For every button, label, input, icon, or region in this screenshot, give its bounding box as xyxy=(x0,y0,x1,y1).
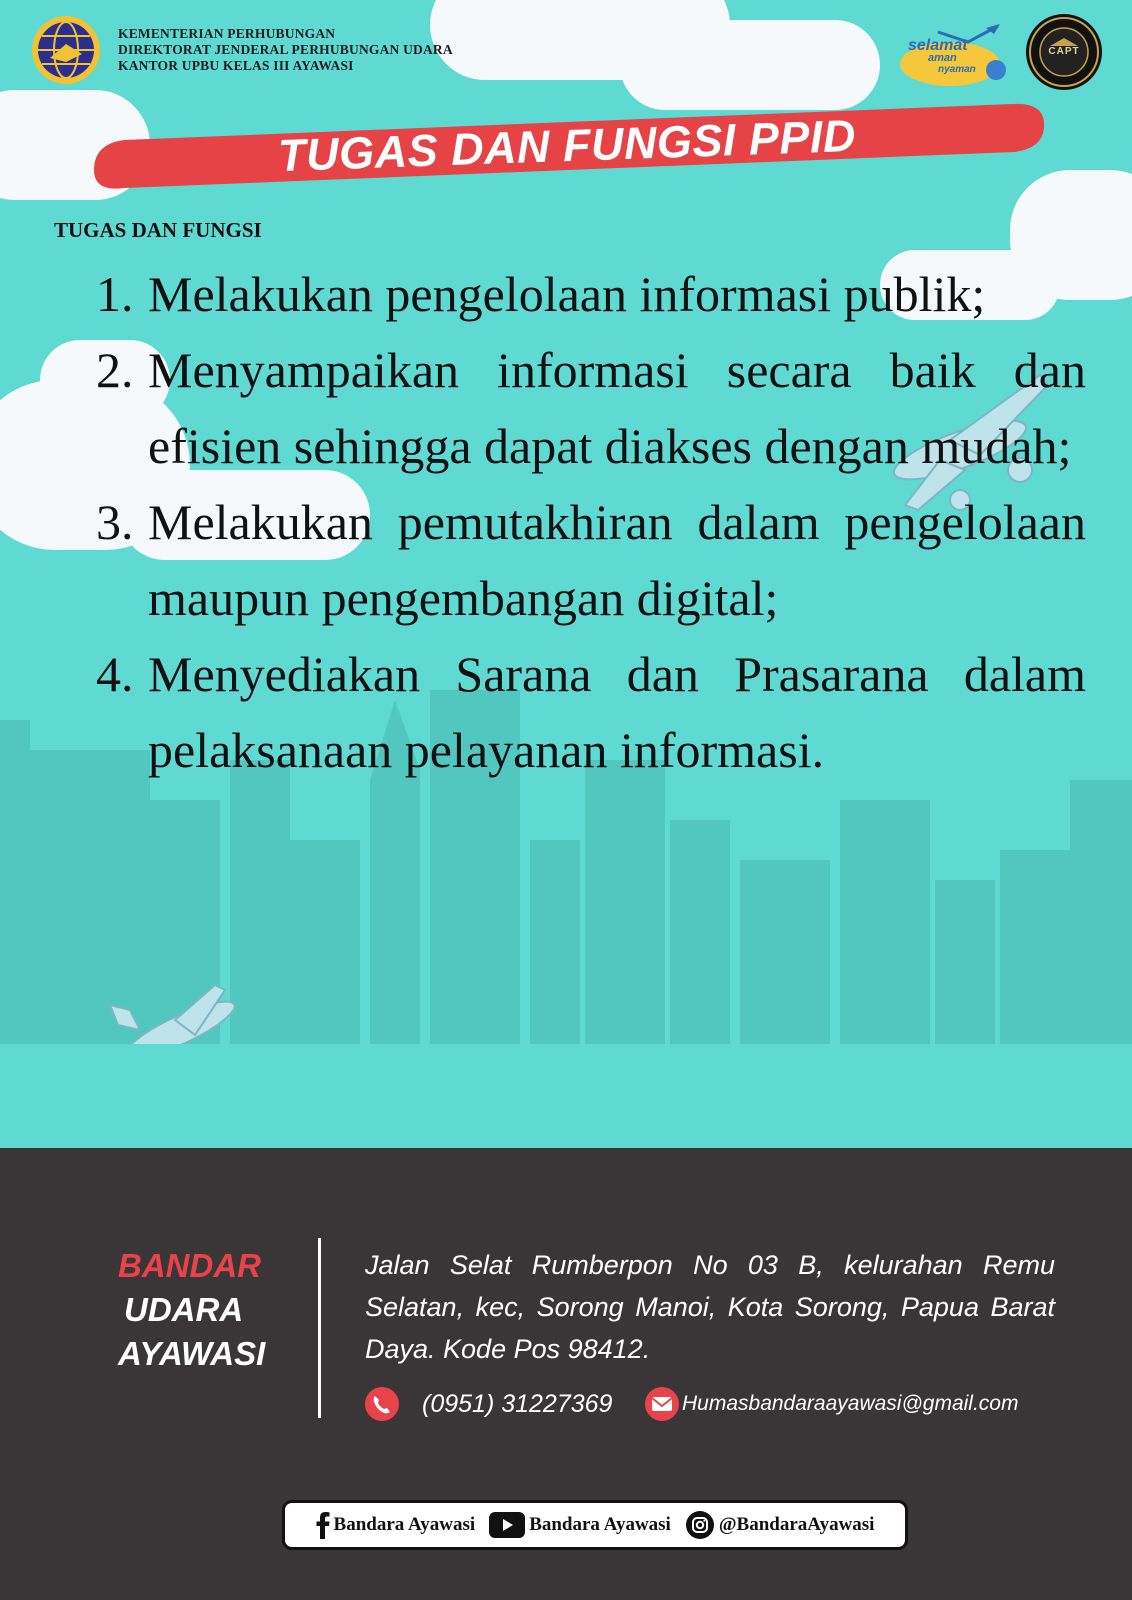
ministry-name-lines xyxy=(118,26,453,74)
instagram-icon xyxy=(685,1510,715,1540)
page-title: TUGAS DAN FUNGSI PPID xyxy=(277,109,857,182)
facebook-link[interactable] xyxy=(316,1511,476,1539)
list-item-text: Melakukan pemutakhiran dalam pengelolaan maupun pengembangan digital; xyxy=(148,494,1086,626)
youtube-link[interactable] xyxy=(489,1512,671,1538)
ministry-line: KEMENTERIAN PERHUBUNGAN xyxy=(118,26,336,41)
list-item xyxy=(96,636,1086,788)
social-media-bar xyxy=(282,1500,908,1550)
facebook-icon xyxy=(316,1511,330,1539)
list-item xyxy=(96,484,1086,636)
sam-logo-text: selamat aman nyaman xyxy=(908,37,976,75)
list-item-text: Menyediakan Sarana dan Prasarana dalam pelaksanaan pelayanan informasi. xyxy=(148,646,1086,778)
capt-logo-text: CAPT xyxy=(1048,46,1080,57)
ground-strip xyxy=(0,1044,1132,1148)
list-item xyxy=(96,256,1086,332)
footer-divider xyxy=(318,1238,321,1418)
phone-icon xyxy=(364,1386,400,1422)
address-text: Jalan Selat Rumberpon No 03 B, kelurahan Remu Selatan, kec, Sorong Manoi, Kota Sorong, Papua Barat Daya. Kode Pos 98412. xyxy=(365,1250,1055,1364)
list-item-number: 4. xyxy=(96,646,134,702)
brand-line-udara: UDARA xyxy=(124,1291,244,1328)
list-item-text: Menyampaikan informasi secara baik dan efisien sehingga dapat diakses dengan mudah; xyxy=(148,342,1086,474)
brand-name xyxy=(118,1244,265,1376)
phone-number: (0951) 31227369 xyxy=(422,1389,613,1418)
email-icon xyxy=(644,1386,680,1422)
email-contact[interactable] xyxy=(644,1384,1018,1424)
facebook-label: Bandara Ayawasi xyxy=(333,1514,476,1535)
ministry-line: KANTOR UPBU KELAS III AYAWASI xyxy=(118,58,354,73)
list-item-text: Melakukan pengelolaan informasi publik; xyxy=(148,266,986,322)
phone-contact[interactable] xyxy=(364,1384,612,1424)
section-heading: TUGAS DAN FUNGSI xyxy=(54,218,262,242)
list-item-number: 2. xyxy=(96,342,134,398)
list-item xyxy=(96,332,1086,484)
instagram-link[interactable] xyxy=(685,1510,875,1540)
brand-line-bandar: BANDAR xyxy=(118,1247,261,1284)
instagram-label: @BandaraAyawasi xyxy=(718,1514,875,1535)
list-item-number: 3. xyxy=(96,494,134,550)
list-item-number: 1. xyxy=(96,266,134,322)
brand-line-ayawasi: AYAWASI xyxy=(118,1335,266,1372)
email-address: Humasbandaraayawasi@gmail.com xyxy=(682,1392,1019,1415)
youtube-label: Bandara Ayawasi xyxy=(529,1514,671,1535)
ministry-logo xyxy=(30,14,102,86)
youtube-icon xyxy=(489,1512,525,1538)
duties-list xyxy=(96,256,1086,788)
ministry-line: DIREKTORAT JENDERAL PERHUBUNGAN UDARA xyxy=(118,42,453,57)
